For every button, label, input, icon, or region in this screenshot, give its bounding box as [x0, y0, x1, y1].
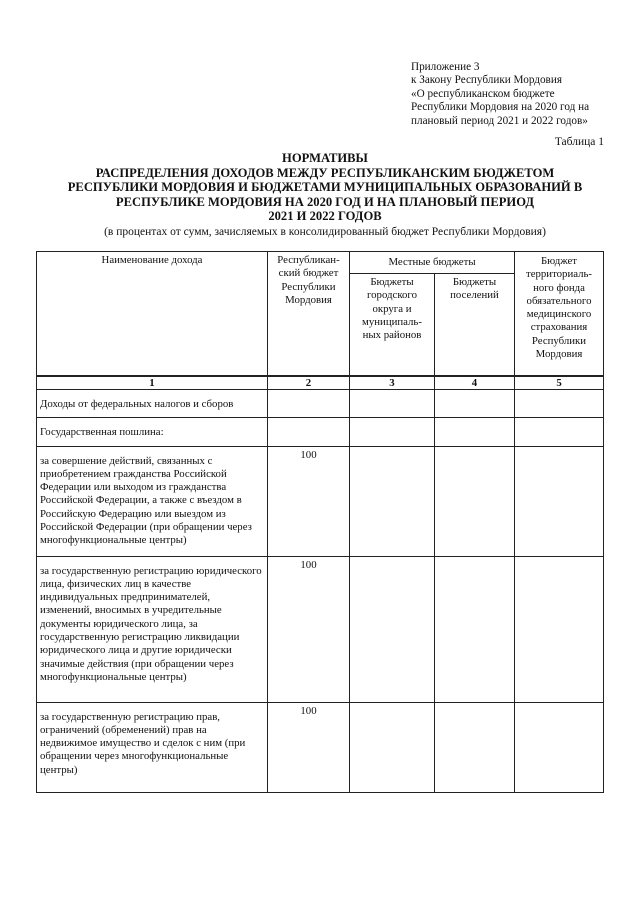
- income-name: за государственную регистрацию прав, ограничений (обременений) прав на недвижимое имущество и сделок с ним (при обращении через многофункциональные центры): [37, 702, 268, 792]
- header-settlements-budgets: Бюджеты поселений: [435, 274, 515, 376]
- revenue-distribution-table: [36, 251, 604, 793]
- medical-fund-value: [515, 389, 604, 417]
- income-name: Государственная пошлина:: [37, 417, 268, 446]
- heading-line: НОРМАТИВЫ: [282, 151, 368, 165]
- header-districts-budgets: Бюджеты городского округа и муниципаль- ных районов: [350, 274, 435, 376]
- medical-fund-value: [515, 446, 604, 556]
- settlements-value: [435, 446, 515, 556]
- income-name: за государственную регистрацию юридического лица, физических лиц в качестве индивидуальных предпринимателей, изменений, вносимых в учредительные документы юридического лица, за государственную регистрацию ликвидации юридического лица и другие юридически значимые действия (при обращении через многофункциональные центры): [37, 556, 268, 702]
- header-income-name: Наименование дохода: [37, 252, 268, 376]
- districts-value: [350, 417, 435, 446]
- column-number: 4: [435, 376, 515, 390]
- medical-fund-value: [515, 417, 604, 446]
- column-number: 2: [268, 376, 350, 390]
- column-number: 1: [37, 376, 268, 390]
- heading-line: РЕСПУБЛИКИ МОРДОВИЯ И БЮДЖЕТАМИ МУНИЦИПАЛЬНЫХ ОБРАЗОВАНИЙ В: [67, 180, 583, 195]
- annex-line: к Закону Республики Мордовия: [411, 74, 562, 87]
- annex-line: Республики Мордовия на 2020 год на: [411, 101, 590, 114]
- heading-subtitle: (в процентах от сумм, зачисляемых в консолидированный бюджет Республики Мордовия): [104, 226, 546, 238]
- settlements-value: [435, 556, 515, 702]
- districts-value: [350, 556, 435, 702]
- table-row: [37, 389, 604, 417]
- heading-line: РЕСПУБЛИКЕ МОРДОВИЯ НА 2020 ГОД И НА ПЛАНОВЫЙ ПЕРИОД: [115, 194, 535, 209]
- document-heading: [20, 151, 630, 224]
- heading-line: РАСПРЕДЕЛЕНИЯ ДОХОДОВ МЕЖДУ РЕСПУБЛИКАНСКИМ БЮДЖЕТОМ: [95, 165, 555, 180]
- header-republican-budget: Республикан- ский бюджет Республики Мордовия: [268, 252, 350, 376]
- column-number: 5: [515, 376, 604, 390]
- annex-line: плановый период 2021 и 2022 годов»: [411, 114, 588, 127]
- header-local-budgets: Местные бюджеты: [350, 252, 515, 274]
- settlements-value: [435, 389, 515, 417]
- header-medical-fund-budget: Бюджет территориаль- ного фонда обязательного медицинского страхования Республики Мордовия: [515, 252, 604, 376]
- column-numbers-row: [37, 376, 604, 390]
- annex-line: «О республиканском бюджете: [411, 87, 555, 100]
- districts-value: [350, 446, 435, 556]
- annex-line: Приложение 3: [411, 61, 480, 73]
- republican-value: 100: [268, 446, 350, 556]
- republican-value: [268, 389, 350, 417]
- table-row: [37, 556, 604, 702]
- heading-line: 2021 И 2022 ГОДОВ: [268, 209, 382, 224]
- annex-note: [411, 61, 631, 128]
- districts-value: [350, 389, 435, 417]
- table-label: Таблица 1: [554, 136, 604, 148]
- medical-fund-value: [515, 702, 604, 792]
- districts-value: [350, 702, 435, 792]
- medical-fund-value: [515, 556, 604, 702]
- republican-value: [268, 417, 350, 446]
- income-name: Доходы от федеральных налогов и сборов: [37, 389, 268, 417]
- table-row: [37, 446, 604, 556]
- republican-value: 100: [268, 702, 350, 792]
- settlements-value: [435, 417, 515, 446]
- republican-value: 100: [268, 556, 350, 702]
- column-number: 3: [350, 376, 435, 390]
- table-row: [37, 702, 604, 792]
- table-row: [37, 417, 604, 446]
- income-name: за совершение действий, связанных с приобретением гражданства Российской Федерации или выходом из гражданства Российской Федерации, а также с въездом в Российскую Федерацию или выездом из Российской Федерации (при обращении через многофункциональные центры): [37, 446, 268, 556]
- settlements-value: [435, 702, 515, 792]
